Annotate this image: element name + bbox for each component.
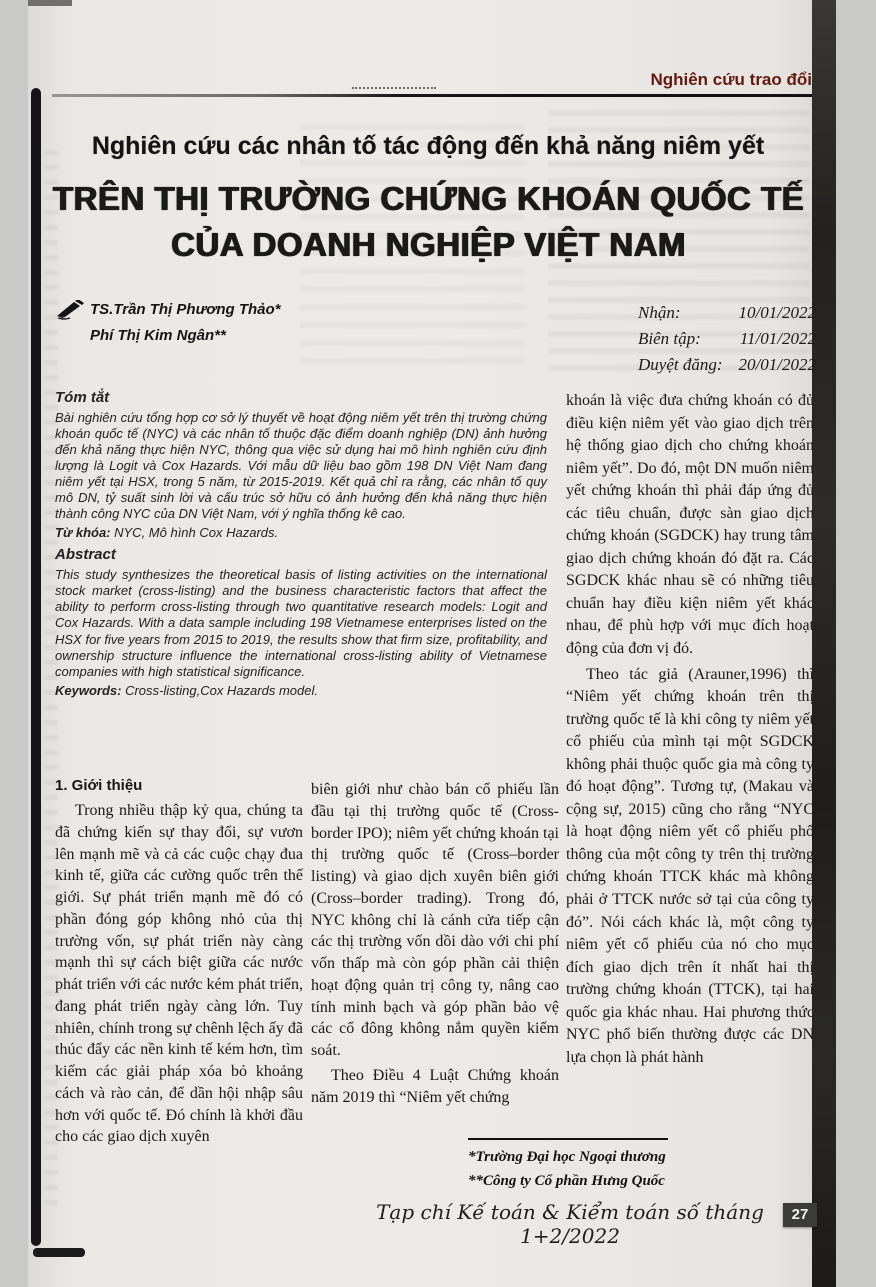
keywords-vi-text: NYC, Mô hình Cox Hazards. [110,525,279,541]
body-column-2 [311,779,559,1108]
article-title-line3: CỦA DOANH NGHIỆP VIỆT NAM [170,226,686,263]
scan-artifact-top-mark [28,0,72,6]
paragraph: Theo tác giả (Arauner,1996) thì “Niêm yết chứng khoán trên thị trường quốc tế là khi công ty niêm yết cổ phiếu của mình tại một SGDCK không phải thuộc quốc gia mà công ty đó hoạt động”. Tương tự, (Makau và cộng sự, 2015) cũng cho rằng “NYC là hoạt động niêm yết cổ phiếu phổ thông của một công ty trên thị trường chứng khoán TTCK khác mà không phải ở TTCK nước sở tại của công ty đó”. Nói cách khác là, một công ty niêm yết cổ phiếu của nó cho mục đích giao dịch trên ít nhất hai thị trường chứng khoán (TTCK), tại hai quốc gia khác nhau. Hai phương thức NYC phổ biến thường được các DN lựa chọn là phát hành [566,665,814,1066]
abstract-en-heading: Abstract [55,546,116,564]
paragraph: biên giới như chào bán cổ phiếu lần đầu tại thị trường quốc tế (Cross-border IPO); niêm yết chứng khoán tại thị trường quốc tế (Cross–border listing) và giao dịch xuyên biên giới (Cross–border trading). Trong đó, NYC không chỉ là cánh cửa tiếp cận các thị trường vốn dồi dào với chi phí vốn thấp mà còn góp phần cải thiện hoạt động quản trị công ty, nâng cao tính minh bạch và góp phần bảo vệ các cổ đông không nắm quyền kiểm soát. [311,781,559,1059]
keywords-en-label: Keywords: [55,682,122,698]
footnote-affiliation-2: **Công ty Cổ phần Hưng Quốc [468,1173,665,1189]
footnote-rule [468,1138,668,1140]
header-dotted-detail [352,87,436,89]
scan-artifact-bottom-mark [33,1248,85,1257]
body-column-1 [55,800,303,1148]
date-value: 20/01/2022 [738,355,816,374]
keywords-vi [55,525,547,541]
article-title-line2: TRÊN THỊ TRƯỜNG CHỨNG KHOÁN QUỐC TẾ [52,180,804,217]
journal-footer-title: Tạp chí Kế toán & Kiểm toán số tháng 1+2/2022 [376,1200,764,1248]
author-name-1: TS.Trần Thị Phương Thảo* [90,301,281,318]
article-dates [638,300,816,378]
abstract-block [55,389,547,699]
journal-section-label: Nghiên cứu trao đổi [650,70,812,89]
abstract-vi-body: Bài nghiên cứu tổng hợp cơ sở lý thuyết về hoạt động niêm yết trên thị trường chứng khoán quốc tế (NYC) và các nhân tố thuộc đặc điểm doanh nghiệp (DN) ảnh hưởng đến khả năng thực hiện NYC, thông qua việc sử dụng hai mô hình nghiên cứu định lượng là Logit và Cox Hazards. Với mẫu dữ liệu bao gồm 198 DN Việt Nam đang niêm yết tại HSX, trong 5 năm, từ 2015-2019. Kết quả chỉ ra rằng, các nhân tố quy mô DN, tỷ suất sinh lời và cấu trúc sở hữu có ảnh hưởng đến khả năng thực hiện thành công NYC của DN Việt Nam, với ý nghĩa thống kê cao. [55,409,547,522]
paragraph: khoán là việc đưa chứng khoán có đủ điều kiện niêm yết vào giao dịch trên hệ thống giao dịch cho chứng khoán niêm yết”. Do đó, một DN muốn niêm yết chứng khoán thì phải đáp ứng đủ các tiêu chuẩn, được sàn giao dịch chứng khoán (SGDCK) hay trung tâm giao dịch chứng khoán đó đặt ra. Các SGDCK khác nhau sẽ có những tiêu chuẩn hay điều kiện niêm yết khác nhau, để phù hợp với mục đích hoạt động của đơn vị đó. [566,392,814,658]
date-value: 10/01/2022 [738,303,816,322]
keywords-en-text: Cross-listing,Cox Hazards model. [121,682,318,698]
paragraph: Trong nhiều thập kỷ qua, chúng ta đã chứng kiến sự thay đổi, sự vươn lên mạnh mẽ và cả các cuộc chạy đua kinh tế, giữa các cường quốc trên thế giới. Sự phát triển mạnh mẽ đó có phần đóng góp không nhỏ của thị trường vốn, sự phát triển này càng mạnh thì sự cách biệt giữa các nước phát triển với các nước kém phát triển, đang phát triển ngày càng lớn. Tuy nhiên, chính trong sự chênh lệch ấy đã thúc đẩy các nền kinh tế kém hơn, tìm kiếm các giải pháp xóa bỏ khoảng cách và rào cản, để dần hội nhập sâu hơn với quốc tế. Đó chính là khởi đầu cho các giao dịch xuyên [55,802,303,1146]
abstract-vi-heading: Tóm tắt [55,389,110,406]
keywords-vi-label: Từ khóa: [55,525,111,541]
date-label: Nhận: [638,303,681,322]
abstract-en-body: This study synthesizes the theoretical basis of listing activities on the international stock market (cross-listing) and the business characteristic factors that affect the ability to perform cross-listing through two quantitative research models: Logit and Cox Hazards. With a data sample including 198 Vietnamese enterprises listed on the HSX for five years from 2015 to 2019, the results show that firm size, profitability, and ownership structure influence the international cross-listing ability of Vietnamese companies with high statistical significance. [55,567,547,679]
body-column-3 [566,390,814,1069]
page-number-badge: 27 [783,1203,817,1227]
date-label: Duyệt đăng: [638,355,723,374]
pen-icon [56,300,86,325]
date-label: Biên tập: [638,329,701,348]
article-title-line1: Nghiên cứu các nhân tố tác động đến khả năng niêm yết [91,132,765,160]
keywords-en [55,683,547,699]
date-row-received [638,300,816,326]
date-row-edited [638,326,816,352]
date-value: 11/01/2022 [739,329,816,348]
section-1-heading: 1. Giới thiệu [55,777,143,794]
paragraph: Theo Điều 4 Luật Chứng khoán năm 2019 thì “Niêm yết chứng [311,1066,559,1106]
header-rule [52,94,812,97]
footnote-affiliation-1: *Trường Đại học Ngoại thương [468,1149,666,1165]
date-row-approved [638,352,816,378]
author-name-2: Phí Thị Kim Ngân** [90,327,226,344]
footnotes-block [468,1138,718,1193]
